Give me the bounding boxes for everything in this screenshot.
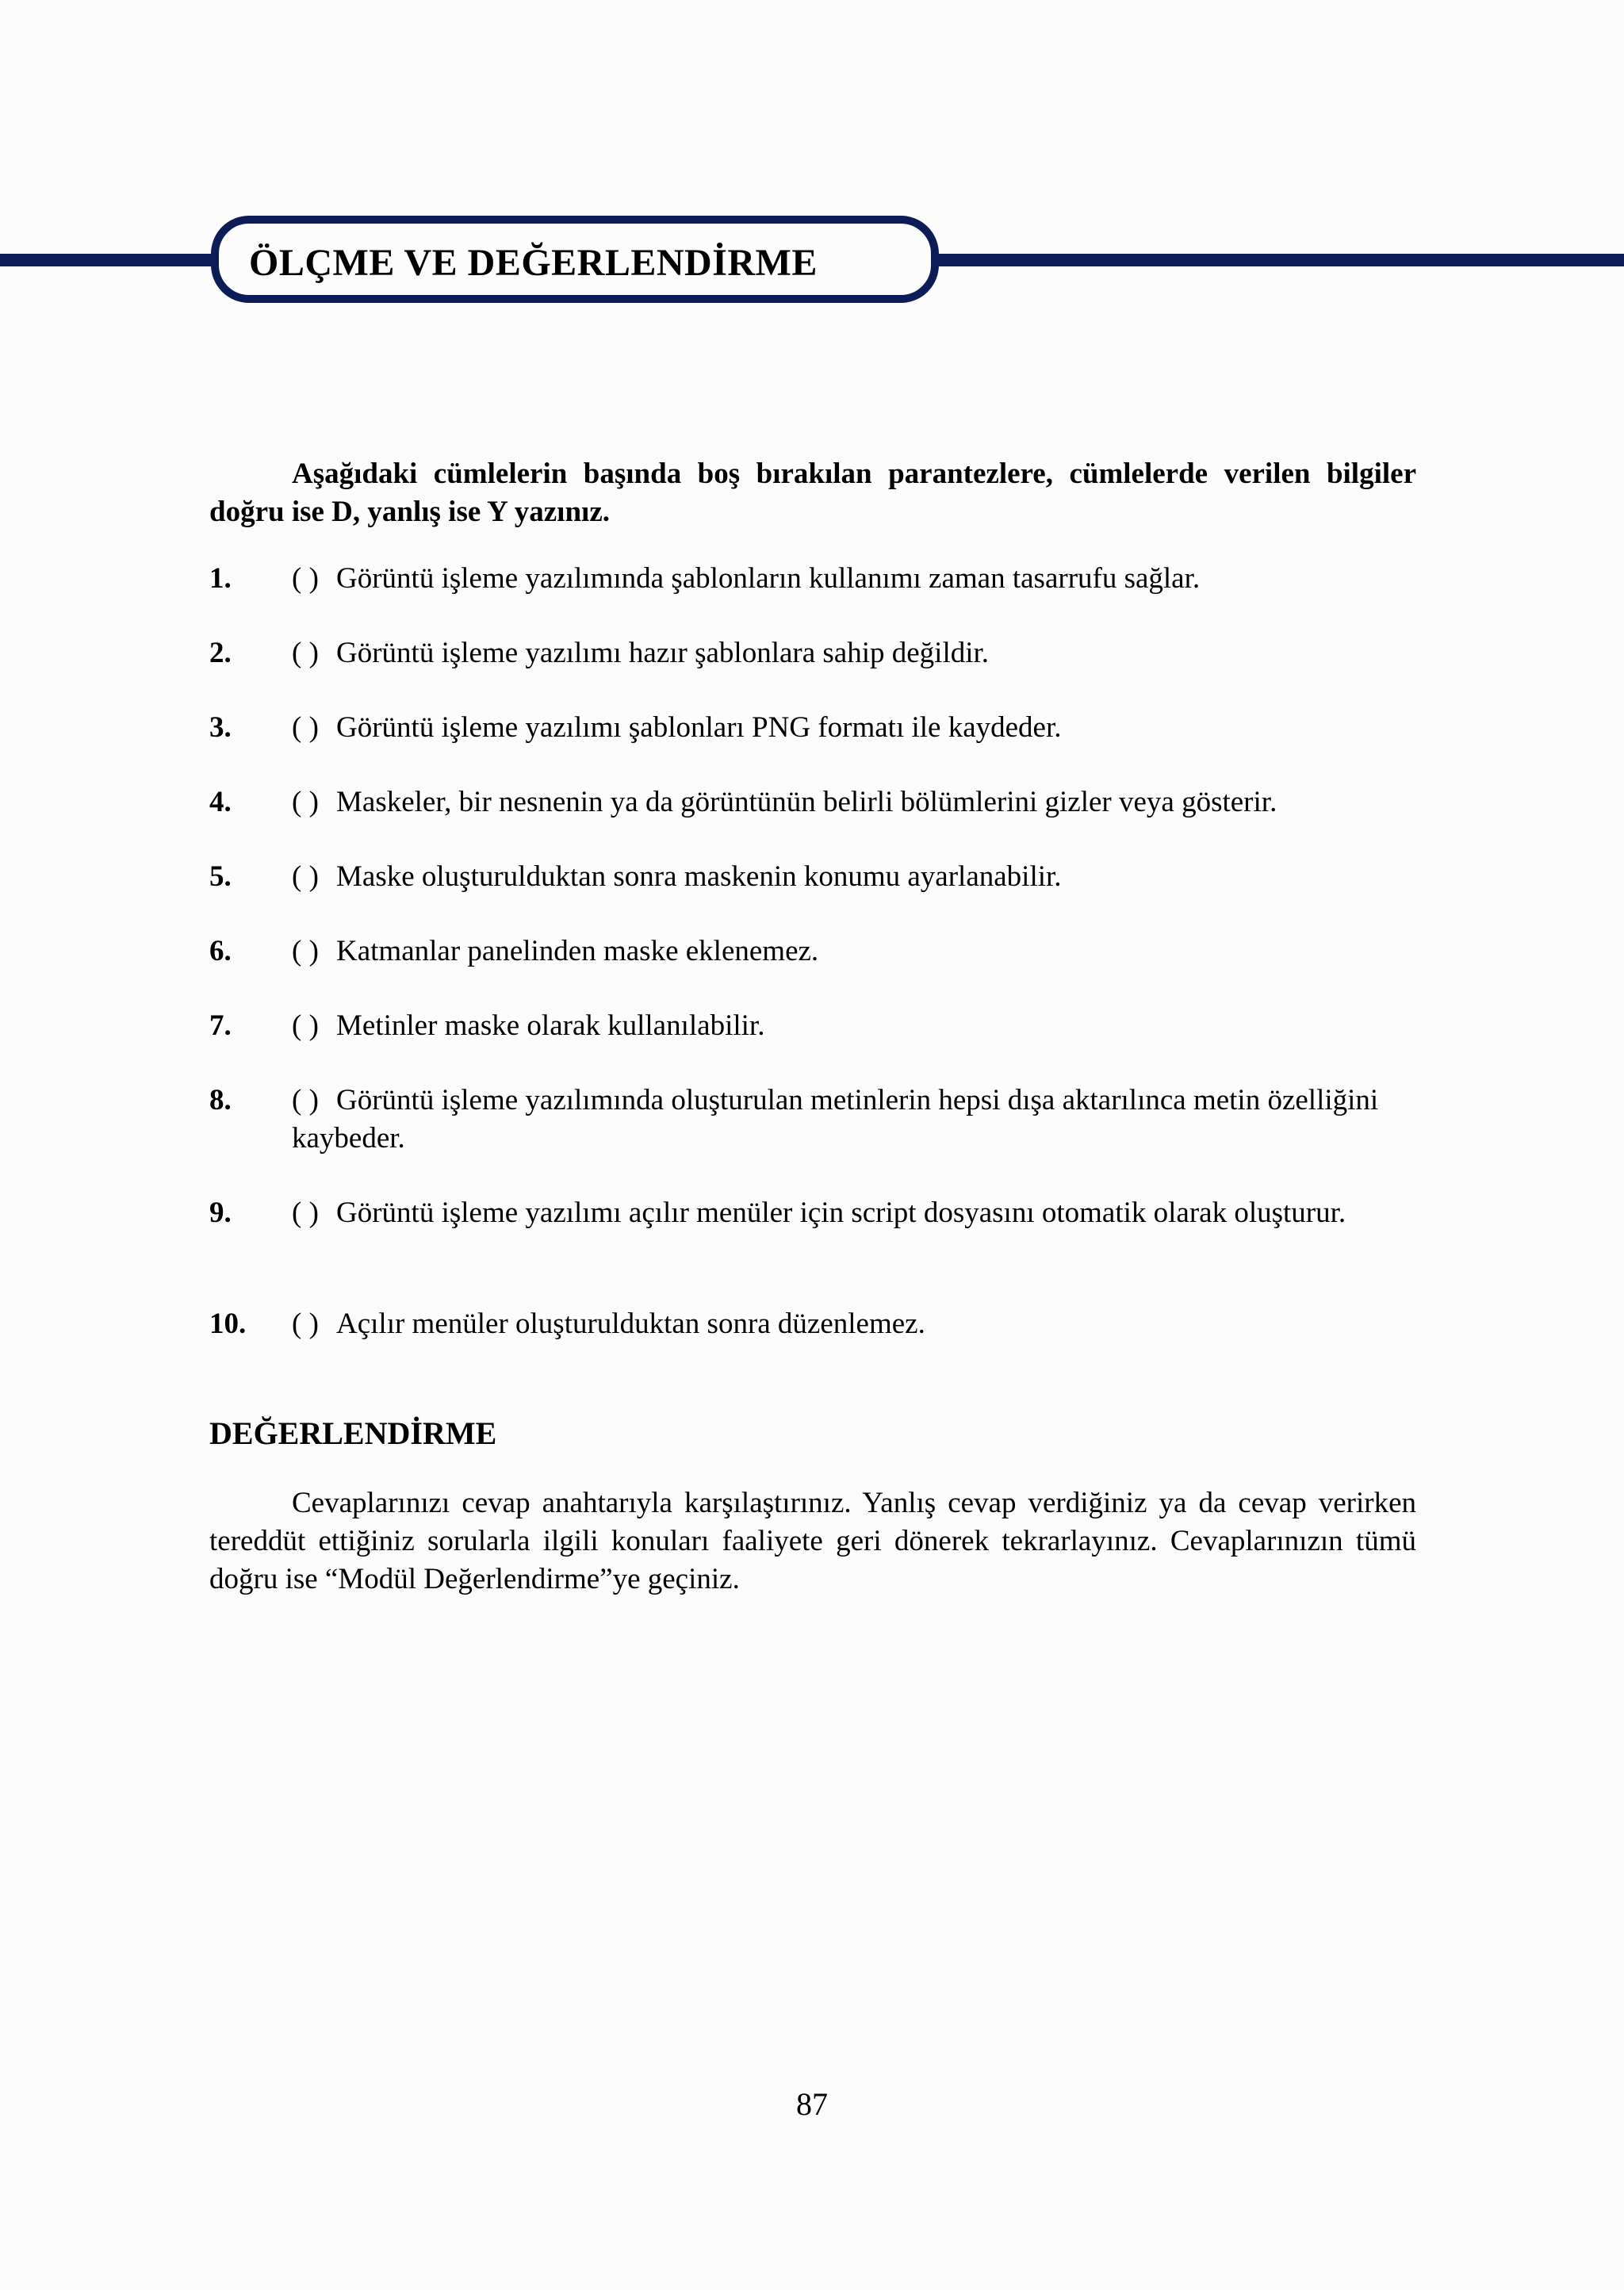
header-title-frame — [211, 216, 939, 303]
answer-blank: ( ) — [292, 1084, 319, 1116]
question-text — [292, 1082, 1416, 1158]
answer-blank: ( ) — [292, 562, 319, 595]
instruction-text: Aşağıdaki cümlelerin başında boş bırakılan parantezlere, cümlelerde verilen bilgiler doğru ise D, yanlış ise Y yazınız. — [209, 458, 1416, 528]
answer-blank: ( ) — [292, 1308, 319, 1340]
answer-blank: ( ) — [292, 786, 319, 818]
question-statement: Görüntü işleme yazılımında oluşturulan metinlerin hepsi dışa aktarılınca metin özelliğini kaybeder. — [292, 1084, 1379, 1155]
question-text — [292, 858, 1416, 896]
question-number: 8. — [209, 1084, 232, 1116]
question-text — [292, 560, 1416, 598]
question-text — [292, 1194, 1416, 1232]
question-text — [292, 634, 1416, 672]
page-number: 87 — [796, 2086, 828, 2122]
question-number: 2. — [209, 637, 232, 669]
question-text — [292, 1007, 1416, 1045]
question-text — [292, 932, 1416, 971]
question-statement: Görüntü işleme yazılımında şablonların kullanımı zaman tasarrufu sağlar. — [336, 562, 1201, 595]
question-number: 1. — [209, 562, 232, 595]
question-statement: Maskeler, bir nesnenin ya da görüntünün belirli bölümlerini gizler veya gösterir. — [336, 786, 1277, 818]
question-text — [292, 709, 1416, 747]
question-number: 5. — [209, 860, 232, 893]
answer-blank: ( ) — [292, 1197, 319, 1229]
page-title: ÖLÇME VE DEĞERLENDİRME — [249, 242, 818, 284]
question-text — [292, 783, 1416, 821]
question-number: 9. — [209, 1197, 232, 1229]
question-statement: Katmanlar panelinden maske eklenemez. — [336, 935, 819, 967]
question-statement: Görüntü işleme yazılımı şablonları PNG formatı ile kaydeder. — [336, 711, 1062, 744]
question-statement: Maske oluşturulduktan sonra maskenin konumu ayarlanabilir. — [336, 860, 1062, 893]
header-rule-right — [936, 254, 1624, 266]
question-number: 7. — [209, 1009, 232, 1042]
answer-blank: ( ) — [292, 711, 319, 744]
answer-blank: ( ) — [292, 860, 319, 893]
answer-blank: ( ) — [292, 637, 319, 669]
question-number: 4. — [209, 786, 232, 818]
evaluation-text: Cevaplarınızı cevap anahtarıyla karşılaştırınız. Yanlış cevap verdiğiniz ya da cevap verirken tereddüt ettiğiniz sorularla ilgili konuları faaliyete geri dönerek tekrarlayınız. Cevaplarınızın tümü doğru ise “Modül Değerlendirme”ye geçiniz. — [209, 1487, 1416, 1595]
question-statement: Görüntü işleme yazılımı açılır menüler için script dosyasını otomatik olarak oluşturur. — [336, 1197, 1346, 1229]
answer-blank: ( ) — [292, 1009, 319, 1042]
header-rule-left — [0, 254, 214, 266]
question-statement: Açılır menüler oluşturulduktan sonra düzenlemez. — [336, 1308, 925, 1340]
question-number: 6. — [209, 935, 232, 967]
question-text — [292, 1305, 1416, 1343]
question-number: 3. — [209, 711, 232, 744]
answer-blank: ( ) — [292, 935, 319, 967]
evaluation-heading: DEĞERLENDİRME — [209, 1415, 497, 1451]
question-statement: Metinler maske olarak kullanılabilir. — [336, 1009, 765, 1042]
question-statement: Görüntü işleme yazılımı hazır şablonlara sahip değildir. — [336, 637, 990, 669]
question-number: 10. — [209, 1308, 247, 1340]
